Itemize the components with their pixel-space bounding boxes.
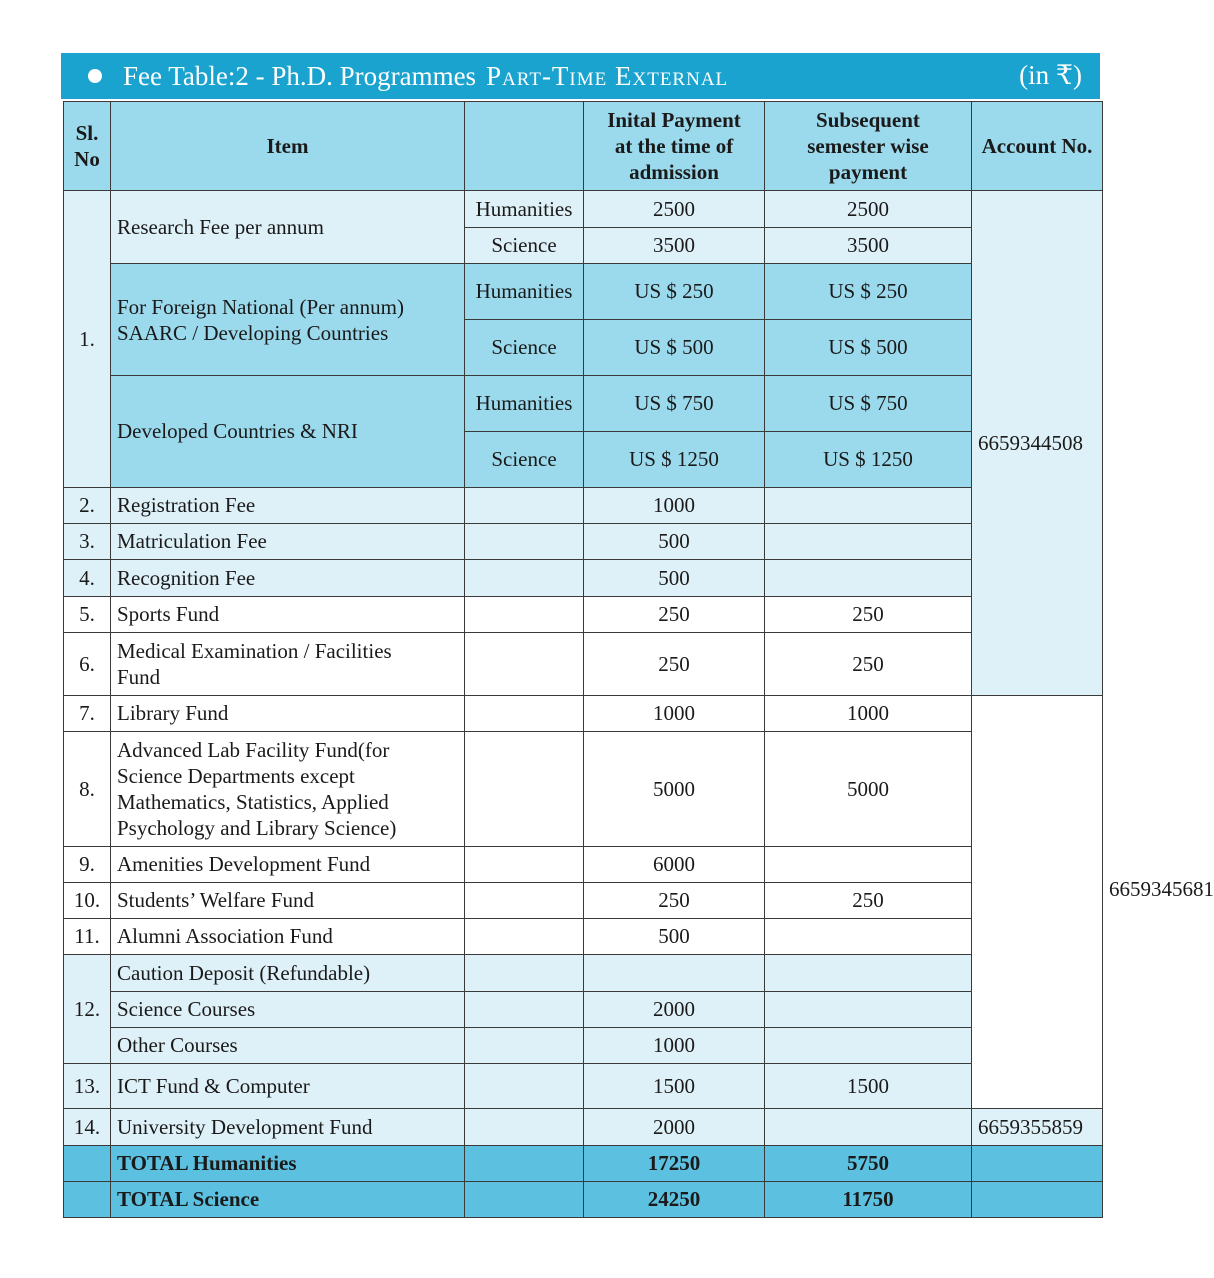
row-stream xyxy=(465,919,584,955)
row-sl: 10. xyxy=(64,883,111,919)
row-sl: 7. xyxy=(64,696,111,732)
row-sl: 1. xyxy=(64,191,111,488)
row-subsequent xyxy=(765,955,972,992)
row-initial: US $ 750 xyxy=(584,376,765,432)
row-subsequent xyxy=(765,1028,972,1064)
row-subsequent xyxy=(765,1109,972,1146)
header-sl: Sl. No xyxy=(64,102,111,191)
row-item: Library Fund xyxy=(111,696,465,732)
row-initial xyxy=(584,955,765,992)
table-row xyxy=(64,1109,1103,1146)
row-initial: 500 xyxy=(584,560,765,597)
table-row xyxy=(64,1064,1103,1109)
row-item: Science Courses xyxy=(111,992,465,1028)
table-subtitle: Part-Time External xyxy=(486,61,729,91)
header-stream xyxy=(465,102,584,191)
row-stream xyxy=(465,1064,584,1109)
row-sl: 3. xyxy=(64,524,111,560)
table-row xyxy=(64,488,1103,524)
row-item: Caution Deposit (Refundable) xyxy=(111,955,465,992)
row-sl: 6. xyxy=(64,633,111,696)
row-item: Alumni Association Fund xyxy=(111,919,465,955)
row-sl: 9. xyxy=(64,847,111,883)
row-initial: 250 xyxy=(584,883,765,919)
row-sl: 5. xyxy=(64,597,111,633)
row-stream: Science xyxy=(465,320,584,376)
row-stream: Science xyxy=(465,432,584,488)
row-subsequent: 5000 xyxy=(765,732,972,847)
row-subsequent: US $ 750 xyxy=(765,376,972,432)
total-label: TOTAL Humanities xyxy=(111,1146,465,1182)
row-subsequent: US $ 250 xyxy=(765,264,972,320)
row-stream xyxy=(465,847,584,883)
table-row xyxy=(64,633,1103,696)
table-row xyxy=(64,191,1103,228)
table-row xyxy=(64,376,1103,432)
row-stream xyxy=(465,488,584,524)
row-stream xyxy=(465,955,584,992)
row-item: Registration Fee xyxy=(111,488,465,524)
row-subsequent: 250 xyxy=(765,883,972,919)
table-row: 5. Sports Fund 250 250 6659345681 xyxy=(64,597,1103,633)
table-row xyxy=(64,847,1103,883)
total-subsequent: 5750 xyxy=(765,1146,972,1182)
row-stream xyxy=(465,696,584,732)
row-initial: US $ 1250 xyxy=(584,432,765,488)
row-initial: US $ 250 xyxy=(584,264,765,320)
row-initial: 500 xyxy=(584,919,765,955)
row-initial: 2500 xyxy=(584,191,765,228)
fee-table xyxy=(63,101,1214,1218)
currency-unit: (in ₹) xyxy=(1019,60,1082,90)
row-stream: Science xyxy=(465,228,584,264)
row-item: Medical Examination / Facilities Fund xyxy=(111,633,465,696)
row-initial: 1000 xyxy=(584,696,765,732)
account-number: 6659355859 xyxy=(972,1109,1103,1146)
row-stream xyxy=(465,1028,584,1064)
row-initial: 6000 xyxy=(584,847,765,883)
row-subsequent: 250 xyxy=(765,597,972,633)
row-stream xyxy=(465,524,584,560)
total-label: TOTAL Science xyxy=(111,1182,465,1218)
row-stream: Humanities xyxy=(465,376,584,432)
row-stream xyxy=(465,560,584,597)
row-item: Amenities Development Fund xyxy=(111,847,465,883)
row-item: Other Courses xyxy=(111,1028,465,1064)
row-initial: 250 xyxy=(584,597,765,633)
row-item: Recognition Fee xyxy=(111,560,465,597)
row-stream xyxy=(465,992,584,1028)
header-account: Account No. xyxy=(972,102,1103,191)
row-subsequent: 1500 xyxy=(765,1064,972,1109)
row-initial: 250 xyxy=(584,633,765,696)
row-subsequent: 250 xyxy=(765,633,972,696)
row-subsequent: 2500 xyxy=(765,191,972,228)
row-subsequent xyxy=(765,560,972,597)
row-sl: 14. xyxy=(64,1109,111,1146)
row-item: University Development Fund xyxy=(111,1109,465,1146)
row-item: Advanced Lab Facility Fund(for Science Departments except Mathematics, Statistics, Applied Psychology and Library Science) xyxy=(111,732,465,847)
row-stream: Humanities xyxy=(465,191,584,228)
row-sl: 12. xyxy=(64,955,111,1064)
row-subsequent: 3500 xyxy=(765,228,972,264)
total-row-humanities xyxy=(64,1146,1103,1182)
row-item: ICT Fund & Computer xyxy=(111,1064,465,1109)
row-initial: 1000 xyxy=(584,488,765,524)
row-subsequent: US $ 1250 xyxy=(765,432,972,488)
table-row xyxy=(64,919,1103,955)
row-subsequent: 1000 xyxy=(765,696,972,732)
table-row xyxy=(64,696,1103,732)
total-subsequent: 11750 xyxy=(765,1182,972,1218)
row-subsequent: US $ 500 xyxy=(765,320,972,376)
row-initial: 500 xyxy=(584,524,765,560)
row-item: Matriculation Fee xyxy=(111,524,465,560)
header-row xyxy=(64,102,1103,191)
row-sl: 13. xyxy=(64,1064,111,1109)
row-subsequent xyxy=(765,524,972,560)
table-row xyxy=(64,524,1103,560)
row-sl: 11. xyxy=(64,919,111,955)
row-stream xyxy=(465,883,584,919)
table-row xyxy=(64,264,1103,320)
table-row xyxy=(64,560,1103,597)
row-initial: 1500 xyxy=(584,1064,765,1109)
row-item: Research Fee per annum xyxy=(111,191,465,264)
row-stream xyxy=(465,732,584,847)
table-row xyxy=(64,883,1103,919)
row-subsequent xyxy=(765,488,972,524)
table-title: Fee Table:2 - Ph.D. Programmes Part-Time External xyxy=(123,61,729,91)
row-initial: 2000 xyxy=(584,1109,765,1146)
header-initial-payment: Inital Payment at the time of admission xyxy=(584,102,765,191)
row-item: Students’ Welfare Fund xyxy=(111,883,465,919)
row-stream xyxy=(465,633,584,696)
header-subsequent-payment: Subsequent semester wise payment xyxy=(765,102,972,191)
table-row xyxy=(64,732,1103,847)
row-item: For Foreign National (Per annum) SAARC / Developing Countries xyxy=(111,264,465,376)
row-initial: 1000 xyxy=(584,1028,765,1064)
total-row-science xyxy=(64,1182,1103,1218)
row-subsequent xyxy=(765,847,972,883)
row-stream: Humanities xyxy=(465,264,584,320)
row-stream xyxy=(465,1109,584,1146)
row-item: Sports Fund xyxy=(111,597,465,633)
row-initial: 2000 xyxy=(584,992,765,1028)
row-sl: 8. xyxy=(64,732,111,847)
row-subsequent xyxy=(765,992,972,1028)
row-initial: US $ 500 xyxy=(584,320,765,376)
total-initial: 17250 xyxy=(584,1146,765,1182)
table-row xyxy=(64,992,1103,1028)
row-stream xyxy=(465,597,584,633)
bullet-icon xyxy=(88,69,102,83)
row-sl: 4. xyxy=(64,560,111,597)
row-item: Developed Countries & NRI xyxy=(111,376,465,488)
table-banner xyxy=(61,53,1100,99)
table-row xyxy=(64,955,1103,992)
total-initial: 24250 xyxy=(584,1182,765,1218)
row-initial: 5000 xyxy=(584,732,765,847)
header-item: Item xyxy=(111,102,465,191)
row-subsequent xyxy=(765,919,972,955)
account-number: 6659344508 xyxy=(972,191,1103,696)
row-initial: 3500 xyxy=(584,228,765,264)
table-row xyxy=(64,1028,1103,1064)
row-sl: 2. xyxy=(64,488,111,524)
